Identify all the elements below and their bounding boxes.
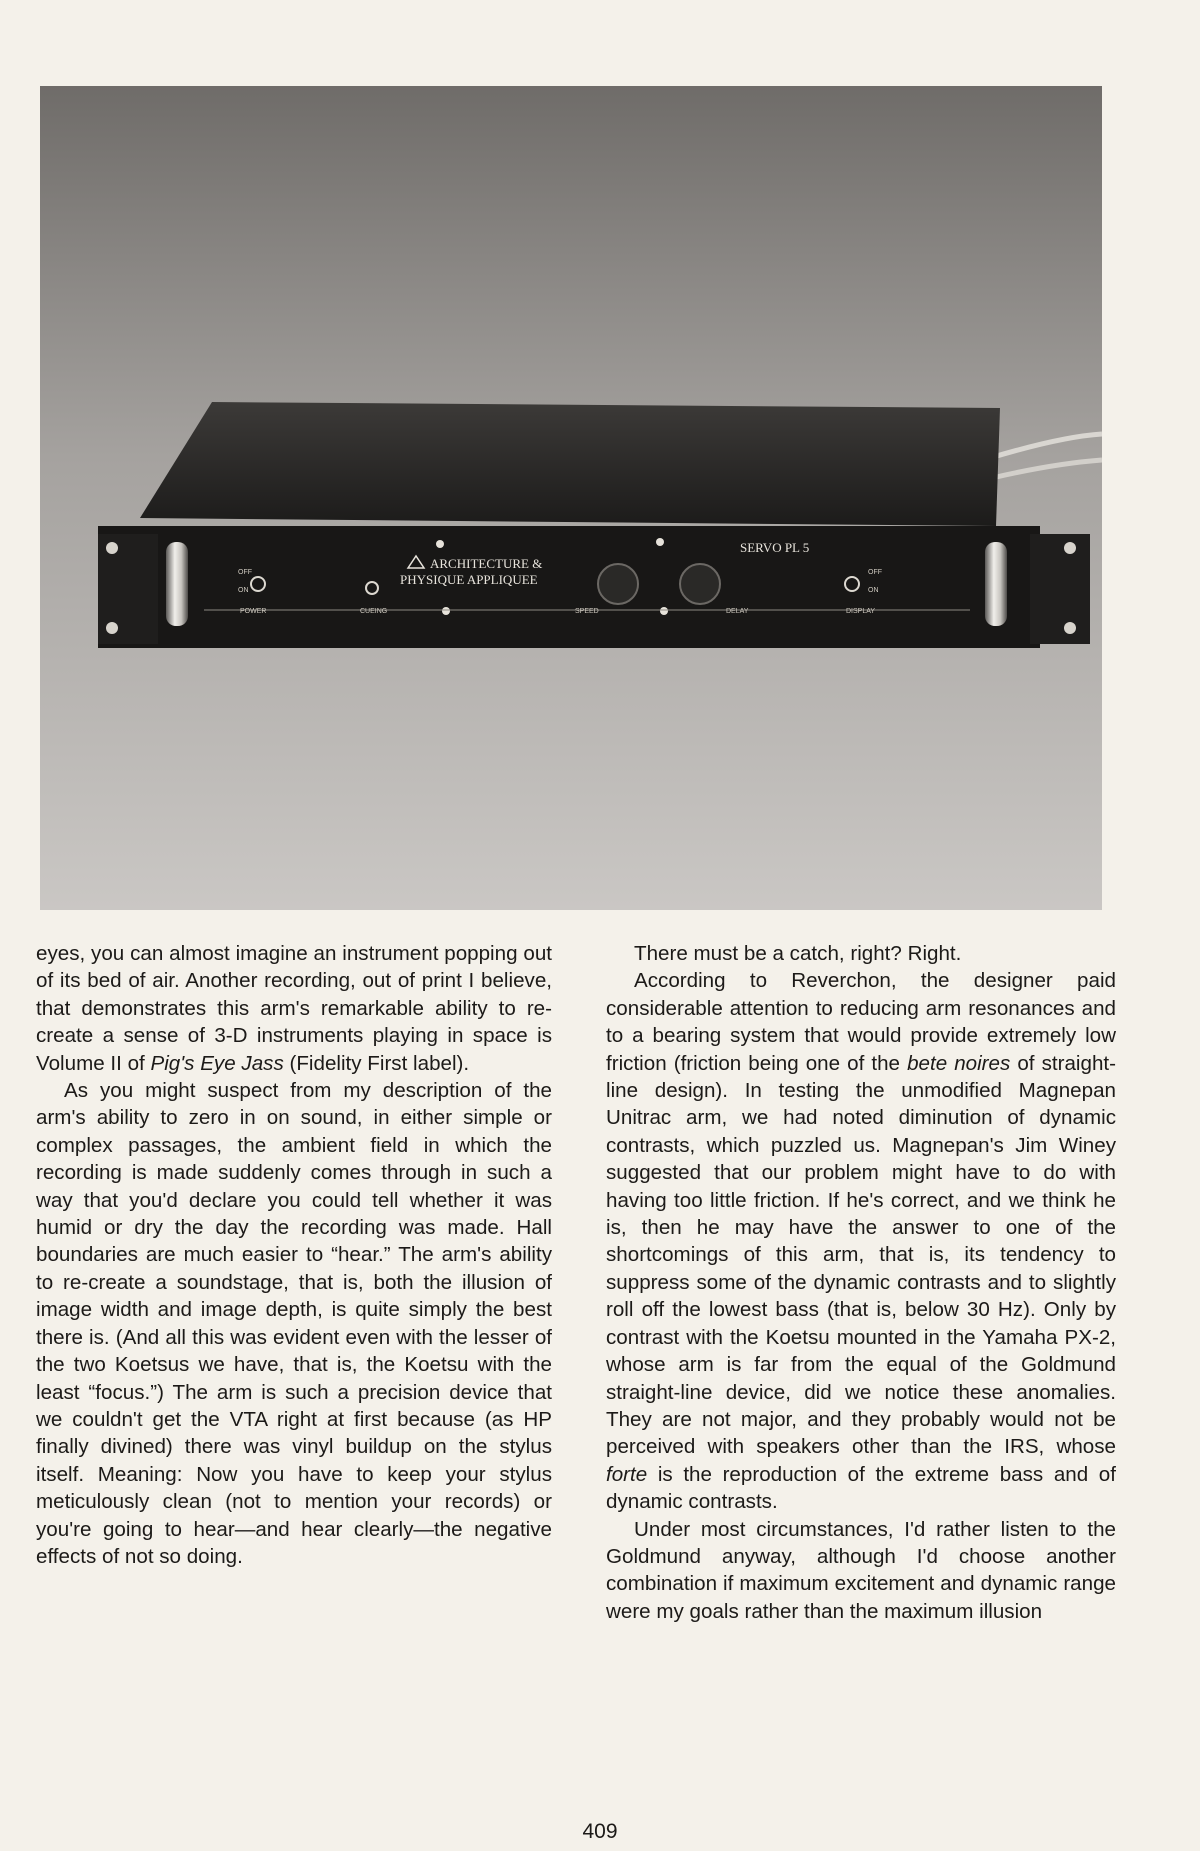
paragraph-text: As you might suspect from my description of the arm's ability to zero in on sound, in either simple or complex passages, the ambient field in which the recording is made suddenly comes through in such a way that you'd declare you could tell whether it was humid or dry the day the recording was made. Hall boundaries are much easier to “hear.” The arm's ability to re-create a soundstage, that is, both the illusion of image width and image depth, is quite simply the best there is. (And all this was evident even with the lesser of the two Koetsus we have, that is, the Koetsu with the least “focus.”) The arm is such a precision device that we couldn't get the VTA right at first because (as HP finally divined) there was vinyl buildup on the stylus itself. Meaning: Now you have to keep your stylus meticulously clean (not to mention your records) or you're going to hear—and hear clearly—the negative effects of not so doing. xyxy=(36,1079,552,1568)
paragraph-text: is the reproduction of the extreme bass and of dynamic contrasts. xyxy=(606,1462,1116,1514)
brand-line-2: PHYSIQUE APPLIQUEE xyxy=(400,572,538,587)
right-column xyxy=(606,940,1116,1625)
product-photo xyxy=(40,86,1102,910)
servo-unit-illustration xyxy=(40,86,1102,910)
paragraph xyxy=(606,1516,1116,1626)
paragraph xyxy=(606,940,1116,967)
paragraph-text: eyes, you can almost imagine an instrument popping out of its bed of air. Another recording, out of print I believe, that demonstrates this arm's remarkable ability to re-create a sense of 3-D instruments playing in space is Volume II of xyxy=(36,942,552,1075)
switch-label-off: OFF xyxy=(238,569,252,576)
paragraph-text: There must be a catch, right? Right. xyxy=(634,942,962,965)
label-cueing: CUEING xyxy=(360,608,388,615)
paragraph-text: Under most circumstances, I'd rather listen to the Goldmund anyway, although I'd choose another combination if maximum excitement and dynamic range were my goals rather than the maximum illusion xyxy=(606,1517,1116,1623)
paragraph xyxy=(606,967,1116,1515)
switch-label-off: OFF xyxy=(868,569,882,576)
model-label: SERVO PL 5 xyxy=(740,540,810,555)
left-handle xyxy=(166,542,188,626)
switch-label-on: ON xyxy=(238,587,249,594)
label-display: DISPLAY xyxy=(846,608,876,615)
delay-knob-icon xyxy=(680,564,720,604)
paragraph-text: According to Reverchon, the designer paid considerable attention to reducing arm resonances and to a bearing system that would provide extremely low friction (friction being one of the xyxy=(606,969,1116,1075)
rack-hole-icon xyxy=(106,622,118,634)
album-title: Pig's Eye Jass xyxy=(150,1051,284,1075)
paragraph-text: of straight-line design). In testing the unmodified Magnepan Unitrac arm, we had noted diminution of dynamic contrasts, which puzzled us. Magnepan's Jim Winey suggested that our problem might have to do with having too little friction. If he's correct, and we think he is, then he may have the answer to one of the shortcomings of this arm, that is, its tendency to suppress some of the dynamic contrasts and to slightly roll off the lowest bass (that is, below 30 Hz). Only by contrast with the Koetsu mounted in the Yamaha PX-2, whose arm is far from the equal of the Goldmund straight-line device, did we notice these anomalies. They are not major, and they probably would not be perceived with speakers other than the IRS, whose xyxy=(606,1051,1116,1459)
label-speed: SPEED xyxy=(575,608,599,615)
indicator-led-icon xyxy=(660,607,668,615)
paragraph-text: (Fidelity First label). xyxy=(283,1051,470,1075)
label-power: POWER xyxy=(240,608,267,615)
rack-hole-icon xyxy=(1064,622,1076,634)
unit-top-surface xyxy=(140,402,1000,526)
indicator-led-icon xyxy=(656,538,664,546)
switch-label-on: ON xyxy=(868,587,879,594)
right-handle xyxy=(985,542,1007,626)
italic-phrase: forte xyxy=(606,1462,648,1486)
rack-hole-icon xyxy=(1064,542,1076,554)
italic-phrase: bete noires xyxy=(907,1051,1011,1075)
page-number: 409 xyxy=(582,1820,618,1843)
brand-line-1: ARCHITECTURE & xyxy=(430,556,543,571)
paragraph xyxy=(36,1077,552,1570)
label-delay: DELAY xyxy=(726,608,749,615)
rack-hole-icon xyxy=(106,542,118,554)
left-column xyxy=(36,940,552,1570)
paragraph xyxy=(36,940,552,1077)
speed-knob-icon xyxy=(598,564,638,604)
indicator-led-icon xyxy=(436,540,444,548)
indicator-led-icon xyxy=(442,607,450,615)
